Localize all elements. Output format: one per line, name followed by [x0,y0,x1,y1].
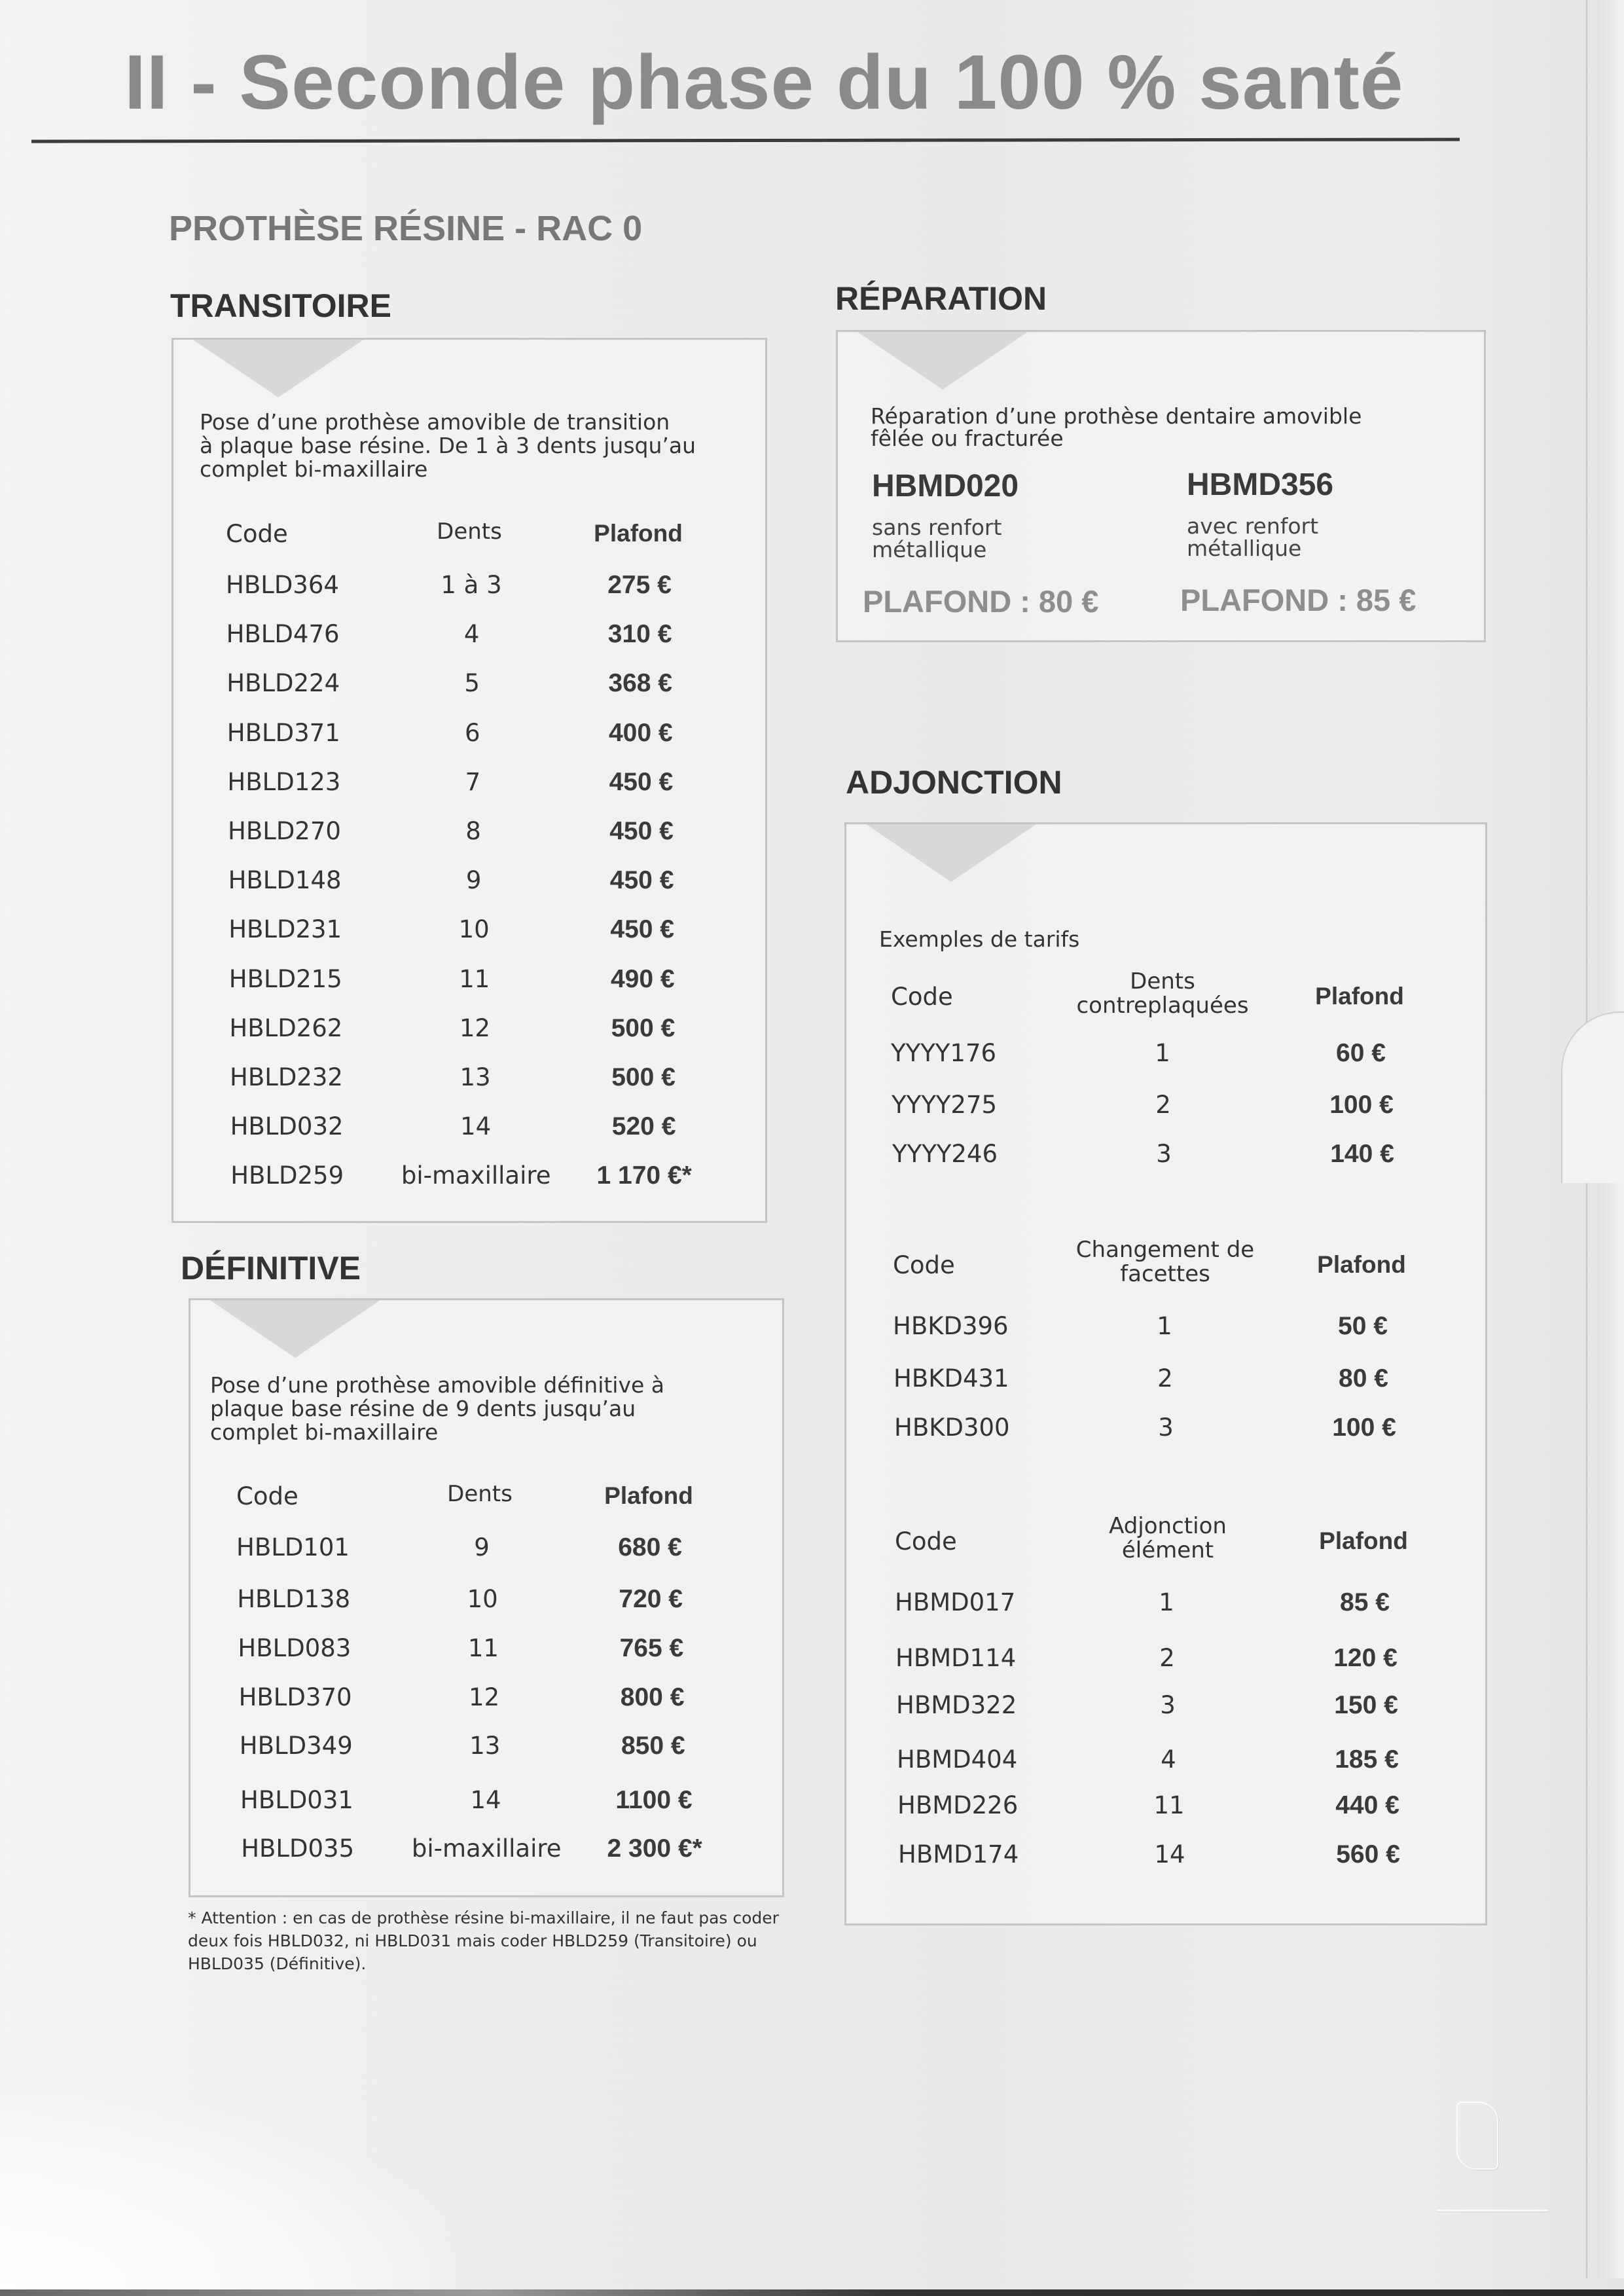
transitoire-box [171,338,767,1223]
column-header-code: Code [891,983,953,1011]
cell-dents: 12 [469,1683,500,1711]
cell-quantity: 1 [1157,1312,1172,1340]
page-tab-cutout [1561,1011,1624,1183]
description-line: Pose d’une prothèse amovible définitive à [210,1372,665,1398]
definitive-heading: DÉFINITIVE [181,1250,361,1286]
column-header-quantity [1076,970,1248,1018]
cell-code: HBLD259 [230,1161,344,1190]
option-desc-line: métallique [872,537,987,562]
cell-plafond: 310 € [607,620,672,649]
scan-glare [0,2095,458,2289]
reparation-plafond-1: PLAFOND : 80 € [863,584,1099,619]
cell-plafond: 500 € [611,1063,676,1091]
cell-dents: 9 [465,866,482,895]
cell-plafond: 490 € [610,964,675,993]
box-tab-triangle [866,824,1036,882]
cell-plafond: 85 € [1340,1588,1390,1616]
cell-plafond: 80 € [1339,1364,1388,1393]
cell-plafond: 50 € [1338,1312,1388,1340]
cell-code: HBKD396 [893,1312,1009,1340]
cell-code: HBLD232 [230,1063,343,1091]
footnote-line: HBLD035 (Définitive). [188,1954,367,1973]
cell-code: HBMD226 [897,1791,1019,1819]
cell-code: HBMD114 [895,1644,1017,1672]
cell-code: YYYY246 [892,1140,998,1168]
reparation-code-1: HBMD020 [872,469,1019,503]
cell-quantity: 1 [1155,1039,1170,1067]
adjonction-heading: ADJONCTION [846,764,1062,801]
column-header-plafond: Plafond [1315,983,1404,1010]
column-header-line: Dents [1130,968,1195,994]
cell-quantity: 2 [1157,1364,1173,1393]
column-header-line: Changement de [1075,1237,1255,1263]
column-header-quantity [1076,1238,1254,1286]
cell-code: HBLD031 [240,1786,353,1814]
scan-bottom-edge [0,2289,1624,2296]
cell-code: HBLD215 [228,964,342,993]
reparation-code-2: HBMD356 [1187,467,1334,502]
cell-dents: 9 [474,1533,490,1561]
column-header-line: élément [1121,1537,1214,1563]
adjonction-intro: Exemples de tarifs [879,926,1080,952]
cell-code: YYYY176 [891,1039,997,1067]
cell-dents: bi-maxillaire [411,1834,562,1863]
column-header-code: Code [236,1482,298,1510]
cell-plafond: 765 € [619,1634,684,1662]
reparation-heading: RÉPARATION [835,280,1047,317]
description-line: Pose d’une prothèse amovible de transition [200,409,670,435]
cell-plafond: 100 € [1329,1091,1394,1119]
cell-dents: 11 [467,1634,499,1662]
cell-quantity: 1 [1159,1588,1174,1616]
cell-dents: 13 [460,1063,491,1091]
cell-dents: bi-maxillaire [401,1161,551,1190]
description-line: complet bi-maxillaire [200,456,428,482]
option-desc-line: sans renfort [872,515,1002,540]
cell-plafond: 140 € [1330,1140,1394,1168]
reparation-description [871,405,1362,450]
column-header-dents: Dents [447,1481,513,1507]
description-line: fêlée ou fracturée [871,426,1064,451]
embossed-logo-icon [1456,2102,1498,2170]
column-header-quantity [1109,1514,1227,1563]
cell-code: HBLD270 [228,817,341,845]
cell-code: HBKD431 [893,1364,1009,1393]
cell-code: HBLD035 [241,1834,355,1863]
cell-plafond: 450 € [609,817,674,845]
cell-plafond: 120 € [1333,1644,1398,1672]
cell-quantity: 2 [1159,1644,1175,1672]
cell-plafond: 500 € [611,1013,676,1042]
cell-plafond: 520 € [611,1112,676,1141]
cell-plafond: 368 € [608,669,672,698]
cell-quantity: 14 [1154,1840,1185,1868]
cell-dents: 4 [463,620,480,649]
column-header-plafond: Plafond [604,1482,693,1509]
cell-code: HBLD370 [238,1683,352,1711]
cell-code: YYYY275 [892,1091,998,1119]
option-desc-line: métallique [1187,536,1302,561]
cell-plafond: 850 € [621,1732,685,1760]
box-tab-triangle [193,340,363,397]
cell-dents: 14 [470,1786,501,1814]
cell-plafond: 150 € [1334,1691,1398,1719]
cell-dents: 13 [469,1732,501,1760]
page-title: II - Seconde phase du 100 % santé [124,39,1404,126]
cell-code: HBLD224 [226,669,340,698]
definitive-box [189,1298,784,1897]
column-header-line: facettes [1120,1261,1210,1287]
footnote-line: * Attention : en cas de prothèse résine bi-maxillaire, il ne faut pas coder [188,1908,779,1927]
option-desc-line: avec renfort [1187,513,1319,539]
cell-plafond: 440 € [1335,1791,1399,1819]
column-header-code: Code [893,1251,955,1279]
cell-code: HBLD032 [230,1112,344,1141]
cell-quantity: 4 [1161,1745,1176,1774]
adjonction-box [844,822,1487,1925]
cell-plafond: 560 € [1336,1840,1400,1868]
box-tab-triangle [210,1300,380,1358]
embossed-logo-underline [1437,2210,1548,2212]
description-line: Réparation d’une prothèse dentaire amovible [871,403,1362,429]
column-header-plafond: Plafond [594,520,683,547]
reparation-desc-1 [872,517,1001,561]
cell-dents: 10 [467,1585,498,1613]
cell-dents: 1 à 3 [441,571,502,599]
cell-dents: 5 [464,669,480,698]
cell-plafond: 2 300 €* [607,1834,702,1863]
column-header-plafond: Plafond [1319,1527,1408,1554]
cell-dents: 8 [465,817,481,845]
cell-quantity: 3 [1156,1140,1172,1168]
cell-quantity: 2 [1155,1091,1171,1119]
cell-quantity: 3 [1158,1413,1174,1442]
cell-code: HBLD262 [229,1013,343,1042]
cell-code: HBLD101 [236,1533,350,1561]
cell-code: HBLD083 [238,1634,352,1662]
transitoire-heading: TRANSITOIRE [170,287,391,324]
transitoire-description [200,410,696,481]
definitive-description [210,1374,664,1444]
footnote [188,1906,816,1975]
cell-plafond: 1 170 €* [596,1161,692,1190]
cell-code: HBLD148 [228,866,342,895]
cell-plafond: 60 € [1336,1039,1386,1067]
reparation-box [836,330,1486,642]
section-title: PROTHÈSE RÉSINE - RAC 0 [169,209,643,248]
cell-code: HBLD371 [226,718,340,747]
cell-quantity: 11 [1153,1791,1185,1819]
cell-dents: 11 [459,964,490,993]
cell-code: HBMD404 [897,1745,1018,1774]
cell-code: HBLD476 [226,620,340,649]
cell-code: HBKD300 [894,1413,1010,1442]
cell-code: HBLD138 [237,1585,351,1613]
cell-code: HBLD349 [239,1732,353,1760]
title-divider [31,137,1460,143]
description-line: plaque base résine de 9 dents jusqu’au [210,1396,636,1421]
cell-plafond: 450 € [609,767,674,796]
cell-code: HBLD364 [226,571,339,599]
cell-dents: 7 [465,767,481,796]
cell-dents: 10 [458,915,490,944]
cell-plafond: 450 € [610,915,674,944]
cell-quantity: 3 [1160,1691,1176,1719]
box-tab-triangle [857,332,1028,390]
cell-plafond: 800 € [620,1683,685,1711]
column-header-code: Code [226,520,288,548]
cell-plafond: 720 € [619,1585,683,1613]
cell-code: HBMD174 [898,1840,1019,1868]
cell-code: HBMD322 [896,1691,1017,1719]
cell-dents: 12 [459,1013,490,1042]
cell-plafond: 450 € [609,866,674,895]
column-header-line: contreplaquées [1076,993,1249,1019]
cell-plafond: 400 € [608,718,673,747]
cell-plafond: 1100 € [615,1786,693,1814]
column-header-line: Adjonction [1109,1513,1227,1539]
cell-plafond: 185 € [1335,1745,1399,1774]
cell-code: HBMD017 [895,1588,1016,1616]
column-header-dents: Dents [437,519,502,545]
cell-code: HBLD231 [228,915,342,944]
description-line: à plaque base résine. De 1 à 3 dents jusqu’au [200,433,696,458]
reparation-desc-2 [1187,515,1318,560]
cell-plafond: 275 € [607,571,672,599]
description-line: complet bi-maxillaire [210,1419,439,1445]
cell-plafond: 680 € [618,1533,682,1561]
cell-plafond: 100 € [1332,1413,1396,1442]
cell-dents: 6 [465,718,480,747]
footnote-line: deux fois HBLD032, ni HBLD031 mais coder HBLD259 (Transitoire) ou [188,1931,757,1950]
column-header-plafond: Plafond [1317,1251,1406,1278]
cell-code: HBLD123 [227,767,341,796]
cell-dents: 14 [460,1112,492,1141]
column-header-code: Code [895,1527,957,1556]
reparation-plafond-2: PLAFOND : 85 € [1180,583,1416,617]
